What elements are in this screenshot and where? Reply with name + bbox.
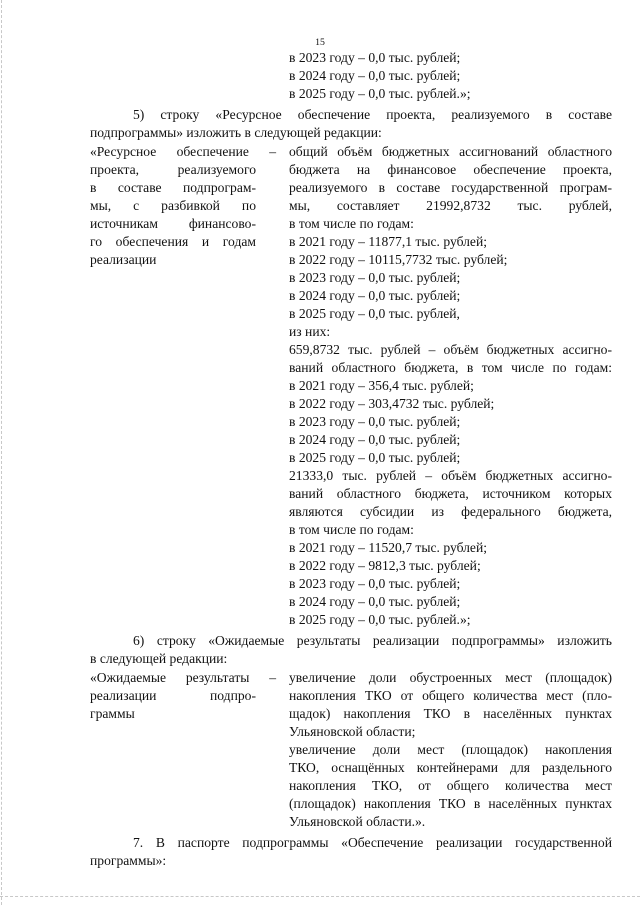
item6-heading-line2: в следующей редакции: bbox=[90, 651, 228, 666]
item5-right-line: ваний областного бюджета, в том числе по годам: bbox=[289, 360, 612, 375]
item5-right-line: мы, составляет 21992,8732 тыс. рублей, bbox=[289, 198, 612, 213]
item6-right-line: увеличение доли обустроенных мест (площадок) bbox=[289, 670, 612, 685]
item5-right-line: в 2024 году – 0,0 тыс. рублей; bbox=[289, 288, 461, 303]
item6-left-line: «Ожидаемые результаты – bbox=[90, 670, 276, 685]
top-line: в 2024 году – 0,0 тыс. рублей; bbox=[289, 68, 461, 83]
item5-left-line: мы, с разбивкой по bbox=[90, 198, 256, 213]
item5-left-line: го обеспечения и годам bbox=[90, 234, 256, 249]
item5-heading-line1: 5) строку «Ресурсное обеспечение проекта, реализуемого в составе bbox=[133, 107, 612, 122]
item5-right-line: в 2024 году – 0,0 тыс. рублей; bbox=[289, 432, 461, 447]
item5-right-line: бюджета на финансовое обеспечение проекта, bbox=[289, 162, 612, 177]
item5-right-line: 659,8732 тыс. рублей – объём бюджетных ассигно- bbox=[289, 342, 612, 357]
scan-edge-left bbox=[1, 0, 2, 905]
item5-right-line: ваний областного бюджета, источником которых bbox=[289, 486, 612, 501]
item6-right-line: ТКО, оснащённых контейнерами для раздельного bbox=[289, 760, 612, 775]
item7-heading-line2: программы»: bbox=[90, 853, 167, 868]
top-line: в 2025 году – 0,0 тыс. рублей.»; bbox=[289, 86, 471, 101]
item5-right-line: общий объём бюджетных ассигнований областного bbox=[289, 144, 612, 159]
item5-right-line: из них: bbox=[289, 324, 331, 339]
item5-heading-line2: подпрограммы» изложить в следующей редакции: bbox=[90, 125, 382, 140]
item5-right-line: являются субсидии из федерального бюджета, bbox=[289, 504, 612, 519]
item6-right-line: Ульяновской области.». bbox=[289, 814, 426, 829]
item5-right-line: в 2022 году – 9812,3 тыс. рублей; bbox=[289, 558, 481, 573]
page-number: 15 bbox=[315, 37, 325, 48]
item5-left-line: проекта, реализуемого bbox=[90, 162, 256, 177]
item5-right-line: в 2021 году – 11520,7 тыс. рублей; bbox=[289, 540, 488, 555]
item5-right-line: в 2023 году – 0,0 тыс. рублей; bbox=[289, 576, 461, 591]
item6-right-line: накопления ТКО от общего количества мест (пло- bbox=[289, 688, 612, 703]
item6-right-line: увеличение доли мест (площадок) накопления bbox=[289, 742, 612, 757]
item5-right-line: 21333,0 тыс. рублей – объём бюджетных ассигно- bbox=[289, 468, 612, 483]
item5-left-line: в составе подпрограм- bbox=[90, 180, 256, 195]
item5-right-line: в 2025 году – 0,0 тыс. рублей; bbox=[289, 450, 461, 465]
item5-right-line: в 2025 году – 0,0 тыс. рублей.»; bbox=[289, 612, 471, 627]
item7-heading-line1: 7. В паспорте подпрограммы «Обеспечение реализации государственной bbox=[133, 835, 612, 850]
scan-edge-bottom bbox=[0, 896, 640, 897]
item5-right-line: в том числе по годам: bbox=[289, 216, 414, 231]
item5-left-line: «Ресурсное обеспечение – bbox=[90, 144, 276, 159]
top-line: в 2023 году – 0,0 тыс. рублей; bbox=[289, 50, 461, 65]
item5-right-line: в 2022 году – 10115,7732 тыс. рублей; bbox=[289, 252, 508, 267]
item6-right-line: (площадок) накопления ТКО в населённых пунктах bbox=[289, 796, 612, 811]
item5-left-line: реализации bbox=[90, 252, 157, 267]
item6-right-line: щадок) накопления ТКО в населённых пунктах bbox=[289, 706, 612, 721]
item5-right-line: в 2021 году – 11877,1 тыс. рублей; bbox=[289, 234, 488, 249]
item5-left-line: источникам финансово- bbox=[90, 216, 256, 231]
item6-heading-line1: 6) строку «Ожидаемые результаты реализации подпрограммы» изложить bbox=[133, 633, 612, 648]
item5-right-line: в том числе по годам: bbox=[289, 522, 414, 537]
item6-left-line: граммы bbox=[90, 706, 135, 721]
item5-right-line: в 2023 году – 0,0 тыс. рублей; bbox=[289, 270, 461, 285]
item5-right-line: в 2022 году – 303,4732 тыс. рублей; bbox=[289, 396, 495, 411]
item5-right-line: в 2023 году – 0,0 тыс. рублей; bbox=[289, 414, 461, 429]
item5-right-line: в 2024 году – 0,0 тыс. рублей; bbox=[289, 594, 461, 609]
item5-right-line: в 2021 году – 356,4 тыс. рублей; bbox=[289, 378, 474, 393]
item6-right-line: накопления ТКО, от общего количества мест bbox=[289, 778, 612, 793]
item5-right-line: реализуемого в составе государственной програм- bbox=[289, 180, 612, 195]
item6-right-line: Ульяновской области; bbox=[289, 724, 416, 739]
item6-left-line: реализации подпро- bbox=[90, 688, 256, 703]
item5-right-line: в 2025 году – 0,0 тыс. рублей, bbox=[289, 306, 460, 321]
